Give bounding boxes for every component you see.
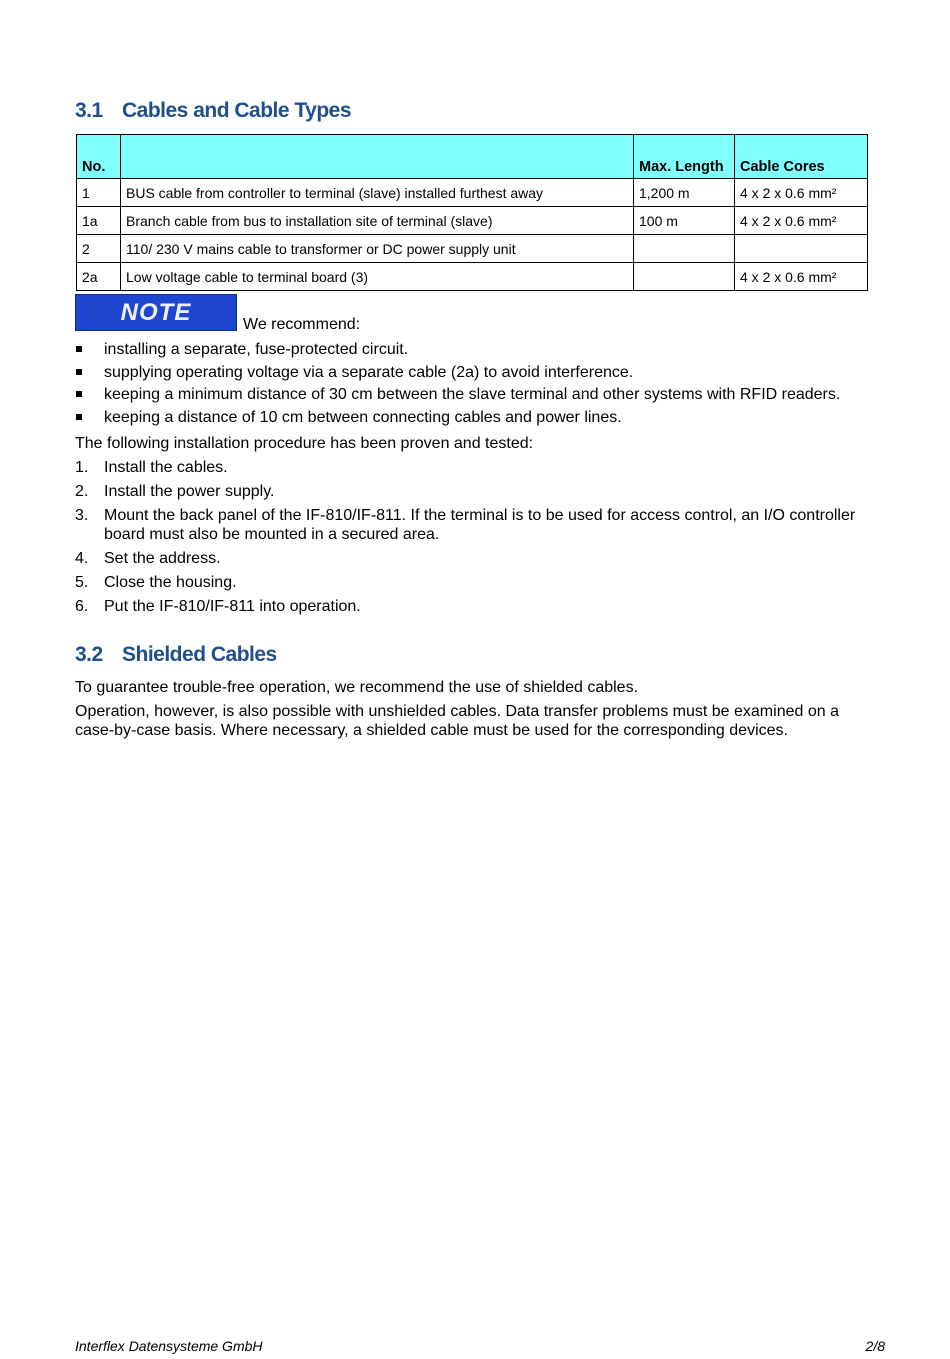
cell-cable-cores: 4 x 2 x 0.6 mm²	[735, 207, 868, 235]
cell-no: 1	[77, 179, 121, 207]
cell-max-length	[634, 235, 735, 263]
section-title: Cables and Cable Types	[122, 99, 352, 122]
section-title: Shielded Cables	[122, 643, 277, 666]
cell-cable-cores: 4 x 2 x 0.6 mm²	[735, 179, 868, 207]
procedure-intro: The following installation procedure has been proven and tested:	[75, 435, 534, 452]
list-item: installing a separate, fuse-protected circuit.	[75, 340, 840, 363]
cable-types-table	[76, 134, 868, 291]
list-item: supplying operating voltage via a separate cable (2a) to avoid interference.	[75, 363, 840, 386]
header-cable-cores: Cable Cores	[735, 135, 868, 179]
list-item: 4. Set the address.	[75, 550, 221, 567]
cell-no: 1a	[77, 207, 121, 235]
cell-no: 2	[77, 235, 121, 263]
section-heading-cables	[75, 99, 351, 123]
section-heading-shielded	[75, 643, 277, 667]
list-item: keeping a minimum distance of 30 cm between the slave terminal and other systems with RFID readers.	[75, 385, 840, 408]
header-description	[121, 135, 634, 179]
procedure-list	[75, 458, 870, 621]
bullet-square-icon	[76, 391, 82, 397]
bullet-square-icon	[76, 346, 82, 352]
table-row	[77, 207, 868, 235]
table-header-row	[77, 135, 868, 179]
cell-max-length: 100 m	[634, 207, 735, 235]
list-item: 1. Install the cables.	[75, 459, 228, 476]
table-row	[77, 235, 868, 263]
list-item: 5. Close the housing.	[75, 574, 237, 591]
table-row	[77, 263, 868, 291]
cell-cable-cores: 4 x 2 x 0.6 mm²	[735, 263, 868, 291]
list-item: 2. Install the power supply.	[75, 483, 275, 500]
footer-page-number: 2/8	[865, 1338, 885, 1354]
cell-max-length	[634, 263, 735, 291]
cell-cable-cores	[735, 235, 868, 263]
recommendation-list	[75, 340, 840, 430]
footer-company: Interflex Datensysteme GmbH	[75, 1338, 263, 1354]
section-number: 3.2	[75, 643, 103, 666]
cell-description: Low voltage cable to terminal board (3)	[121, 263, 634, 291]
cell-max-length: 1,200 m	[634, 179, 735, 207]
cell-description: 110/ 230 V mains cable to transformer or DC power supply unit	[121, 235, 634, 263]
cell-description: BUS cable from controller to terminal (slave) installed furthest away	[121, 179, 634, 207]
shielded-paragraph-2: Operation, however, is also possible with unshielded cables. Data transfer problems must be examined on a case-by-case basis. Where necessary, a shielded cable must be used for the corresponding devices.	[75, 703, 839, 739]
bullet-square-icon	[76, 369, 82, 375]
cell-description: Branch cable from bus to installation site of terminal (slave)	[121, 207, 634, 235]
note-badge: NOTE	[75, 294, 237, 331]
list-item: keeping a distance of 10 cm between connecting cables and power lines.	[75, 408, 840, 431]
header-no: No.	[77, 135, 121, 179]
cell-no: 2a	[77, 263, 121, 291]
list-item: 3. Mount the back panel of the IF-810/IF-811. If the terminal is to be used for access control, an I/O controller board must also be mounted in a secured area.	[75, 507, 856, 543]
shielded-paragraph-1: To guarantee trouble-free operation, we recommend the use of shielded cables.	[75, 679, 639, 696]
bullet-square-icon	[76, 414, 82, 420]
list-item: 6. Put the IF-810/IF-811 into operation.	[75, 598, 361, 615]
table-row	[77, 179, 868, 207]
header-max-length: Max. Length	[634, 135, 735, 179]
section-number: 3.1	[75, 99, 103, 122]
note-text: We recommend:	[243, 316, 361, 333]
